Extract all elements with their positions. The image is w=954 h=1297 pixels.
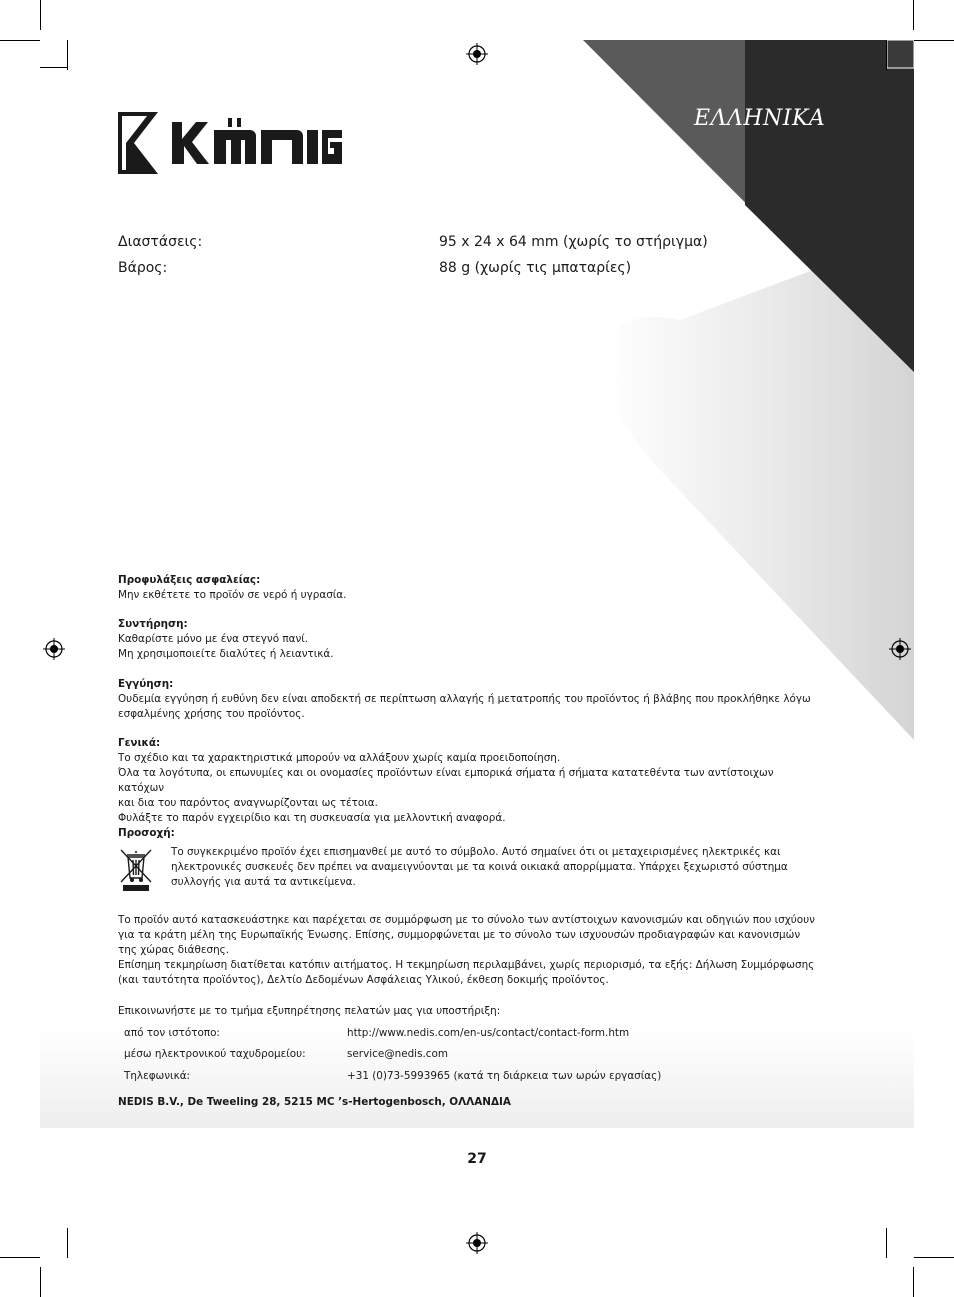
konig-logo	[118, 112, 342, 174]
safety-section	[118, 573, 818, 603]
conformity-section	[118, 913, 818, 988]
section-heading: Προφυλάξεις ασφαλείας:	[118, 574, 261, 586]
spec-label: Διαστάσεις:	[118, 234, 203, 250]
crop-mark	[40, 67, 68, 68]
section-line: για τα κράτη μέλη της Ευρωπαϊκής Ένωσης. Επίσης, συμμορφώνεται με το σύνολο των ισχυουσών προδιαγραφών και κανονισμών	[118, 929, 801, 941]
company-address: NEDIS B.V., De Tweeling 28, 5215 MC ’s-Hertogenbosch, ΟΛΛΑΝΔΙΑ	[118, 1096, 511, 1108]
section-heading: Συντήρηση:	[118, 618, 188, 630]
caution-heading-block	[118, 826, 818, 841]
contact-label: Τηλεφωνικά:	[124, 1070, 191, 1082]
section-line: της χώρας διάθεσης.	[118, 944, 230, 956]
contact-label: μέσω ηλεκτρονικού ταχυδρομείου:	[124, 1048, 306, 1060]
section-line: εσφαλμένης χρήσης του προϊόντος.	[118, 708, 305, 720]
spec-value: 88 g (χωρίς τις μπαταρίες)	[439, 260, 632, 276]
section-line: (και ταυτότητα προϊόντος), Δελτίο Δεδομένων Ασφάλειας Υλικού, έκθεση δοκιμής προϊόντος.	[118, 974, 609, 986]
section-line: Μη χρησιμοποιείτε διαλύτες ή λειαντικά.	[118, 648, 334, 660]
crossed-bin-icon	[118, 846, 154, 892]
section-line: ηλεκτρονικές συσκευές δεν πρέπει να αναμειγνύονται με τα κοινά οικιακά απορρίμματα. Υπάρχει ξεχωριστό σύστημα	[171, 861, 788, 873]
contact-label: από τον ιστότοπο:	[124, 1027, 220, 1039]
website-link[interactable]: http://www.nedis.com/en-us/contact/contact-form.htm	[347, 1027, 630, 1039]
crop-mark	[914, 1257, 954, 1258]
crop-mark	[913, 1267, 914, 1297]
section-heading: Γενικά:	[118, 737, 161, 749]
section-line: Το προϊόν αυτό κατασκευάστηκε και παρέχεται σε συμμόρφωση με το σύνολο των αντίστοιχων κανονισμών και οδηγιών που ισχύουν	[118, 914, 815, 926]
crop-mark	[40, 1267, 41, 1297]
spec-label: Βάρος:	[118, 260, 168, 276]
section-line: Φυλάξτε το παρόν εγχειρίδιο και τη συσκευασία για μελλοντική αναφορά.	[118, 812, 506, 824]
contact-intro-text: Επικοινωνήστε με το τμήμα εξυπηρέτησης πελατών μας για υποστήριξη:	[118, 1005, 501, 1017]
contact-intro	[118, 1004, 818, 1019]
corner-tab	[887, 40, 914, 68]
phone-number: +31 (0)73-5993965 (κατά τη διάρκεια των ωρών εργασίας)	[347, 1070, 662, 1082]
section-line: Καθαρίστε μόνο με ένα στεγνό πανί.	[118, 633, 309, 645]
crop-mark	[0, 40, 40, 41]
email-link[interactable]: service@nedis.com	[347, 1048, 448, 1060]
crop-mark	[886, 40, 887, 70]
general-section	[118, 736, 818, 826]
spec-value: 95 x 24 x 64 mm (χωρίς το στήριγμα)	[439, 234, 708, 250]
language-label: ΕΛΛΗΝΙΚΑ	[694, 106, 826, 131]
section-line: Ουδεμία εγγύηση ή ευθύνη δεν είναι αποδεκτή σε περίπτωση αλλαγής ή μετατροπής του προϊόντος ή βλάβης που προκλήθηκε λόγω	[118, 693, 811, 705]
section-heading: Εγγύηση:	[118, 678, 174, 690]
weee-notice	[171, 845, 811, 890]
registration-mark-icon	[466, 43, 488, 65]
crop-mark	[0, 1257, 40, 1258]
section-heading: Προσοχή:	[118, 827, 175, 839]
contact-row-phone	[124, 1070, 662, 1082]
section-line: Μην εκθέτετε το προϊόν σε νερό ή υγρασία.	[118, 589, 347, 601]
crop-mark	[913, 0, 914, 30]
section-line: Το σχέδιο και τα χαρακτηριστικά μπορούν να αλλάξουν χωρίς καμία προειδοποίηση.	[118, 752, 561, 764]
crop-mark	[67, 40, 68, 70]
registration-mark-icon	[43, 638, 65, 660]
maintenance-section	[118, 617, 818, 662]
section-line: Επίσημη τεκμηρίωση διατίθεται κατόπιν αιτήματος. Η τεκμηρίωση περιλαμβάνει, χωρίς περιορισμό, τα εξής: Δήλωση Συμμόρφωσης	[118, 959, 815, 971]
crop-mark	[40, 0, 41, 30]
section-line: Όλα τα λογότυπα, οι επωνυμίες και οι ονομασίες προϊόντων είναι εμπορικά σήματα ή σήματα κατατεθέντα των αντίστοιχων κατόχων	[118, 767, 774, 794]
registration-mark-icon	[889, 638, 911, 660]
crop-mark	[67, 1228, 68, 1258]
crop-mark	[914, 40, 954, 41]
warranty-section	[118, 677, 818, 722]
section-line: και δια του παρόντος αναγνωρίζονται ως τέτοια.	[118, 797, 378, 809]
section-line: Το συγκεκριμένο προϊόν έχει επισημανθεί με αυτό το σύμβολο. Αυτό σημαίνει ότι οι μεταχειρισμένες ηλεκτρικές και	[171, 846, 781, 858]
section-line: συλλογής για αυτά τα αντικείμενα.	[171, 876, 356, 888]
registration-mark-icon	[466, 1232, 488, 1254]
contact-row-email	[124, 1048, 448, 1060]
crop-mark	[886, 1228, 887, 1258]
contact-row-website	[124, 1027, 630, 1039]
page-number: 27	[467, 1151, 487, 1167]
